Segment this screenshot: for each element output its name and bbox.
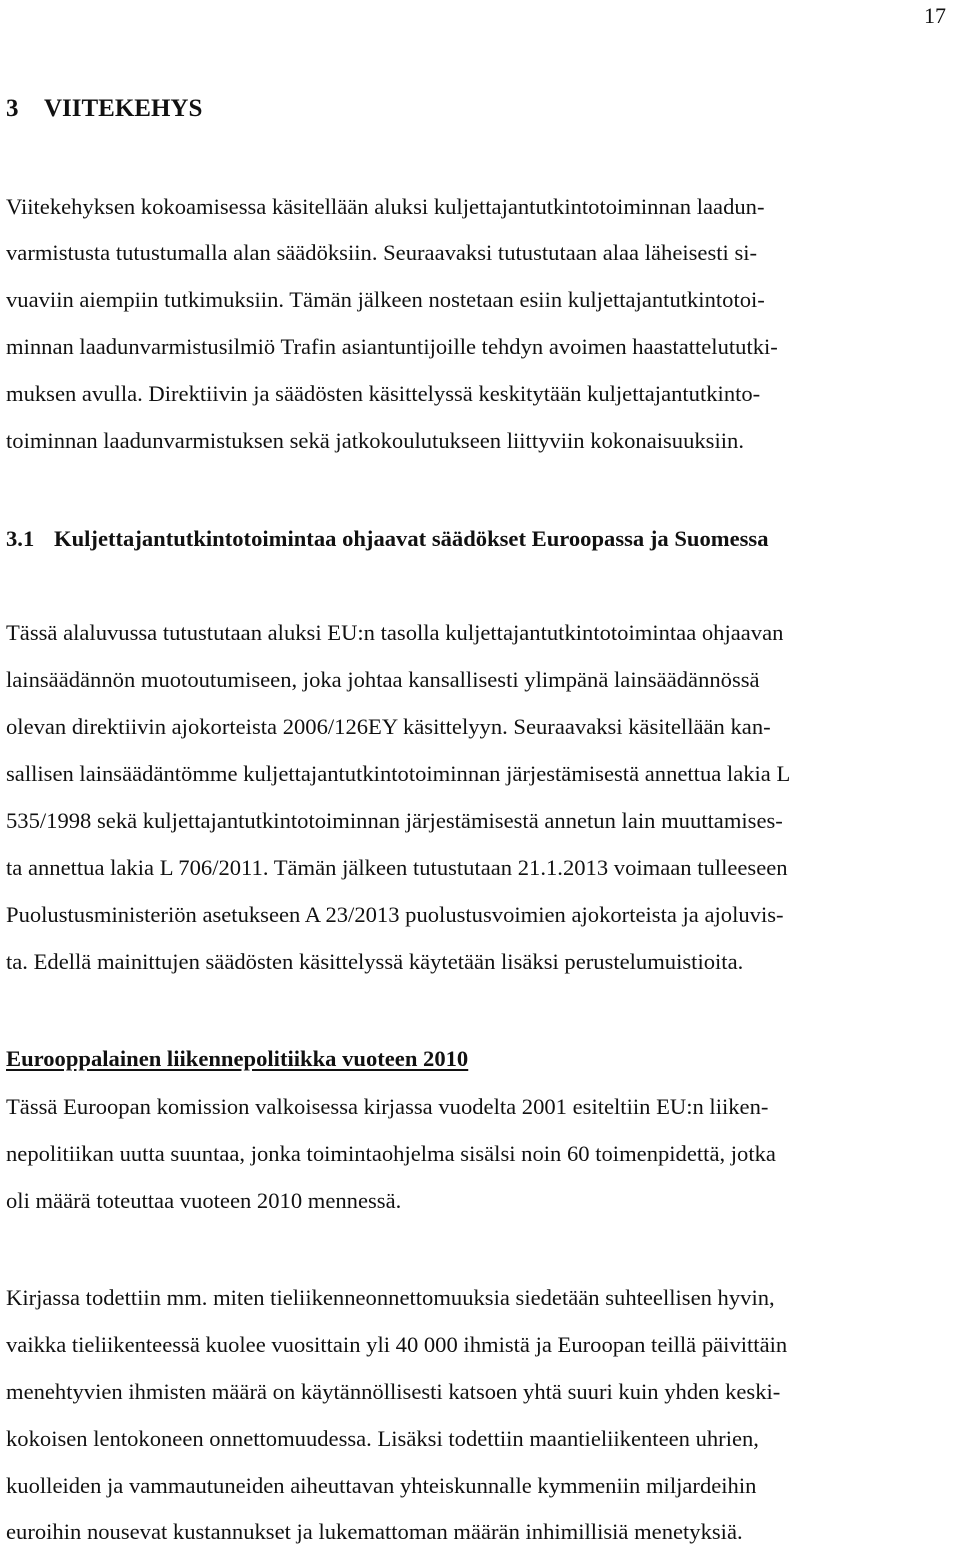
paragraph-line: lainsäädännön muotoutumiseen, joka johtaa kansallisesti ylimpänä lainsäädännössä (6, 667, 760, 692)
paragraph-line: sallisen lainsäädäntömme kuljettajantutkintotoiminnan järjestämisestä annettua lakia L (6, 761, 791, 786)
paragraph-line: kuolleiden ja vammautuneiden aiheuttavan yhteiskunnalle kymmeniin miljardeihin (6, 1473, 757, 1498)
subheading: Eurooppalainen liikennepolitiikka vuoteen 2010 (6, 1046, 469, 1071)
paragraph-line: ta. Edellä mainittujen säädösten käsittelyssä käytetään lisäksi perustelumuistioita. (6, 949, 744, 974)
paragraph-line: 535/1998 sekä kuljettajantutkintotoiminnan järjestämisestä annetun lain muuttamises- (6, 808, 783, 833)
paragraph-line: euroihin nousevat kustannukset ja lukemattoman määrän inhimillisiä menetyksiä. (6, 1519, 743, 1544)
paragraph-line: vuaviin aiempiin tutkimuksiin. Tämän jälkeen nostetaan esiin kuljettajantutkintotoi- (6, 287, 765, 312)
page-number: 17 (924, 3, 946, 28)
paragraph-line: Tässä Euroopan komission valkoisessa kirjassa vuodelta 2001 esiteltiin EU:n liiken- (6, 1094, 769, 1119)
paragraph-line: oli määrä toteuttaa vuoteen 2010 mennessä. (6, 1188, 402, 1213)
paragraph-line: Viitekehyksen kokoamisessa käsitellään aluksi kuljettajantutkintotoiminnan laadun- (6, 194, 765, 219)
paragraph-line: Kirjassa todettiin mm. miten tieliikenneonnettomuuksia siedetään suhteellisen hyvin, (6, 1285, 775, 1310)
paragraph-line: muksen avulla. Direktiivin ja säädösten käsittelyssä keskitytään kuljettajantutkinto- (6, 381, 761, 406)
section-title: Kuljettajantutkintotoimintaa ohjaavat säädökset Euroopassa ja Suomessa (54, 526, 769, 551)
chapter-number: 3 (6, 95, 19, 122)
paragraph-line: Tässä alaluvussa tutustutaan aluksi EU:n tasolla kuljettajantutkintotoimintaa ohjaavan (6, 620, 784, 645)
paragraph-line: olevan direktiivin ajokorteista 2006/126EY käsittelyyn. Seuraavaksi käsitellään kan- (6, 714, 771, 739)
chapter-heading (6, 94, 202, 124)
paragraph-line: kokoisen lentokoneen onnettomuudessa. Lisäksi todettiin maantieliikenteen uhrien, (6, 1426, 759, 1451)
chapter-title: VIITEKEHYS (44, 95, 203, 122)
section-number: 3.1 (6, 526, 35, 551)
paragraph-line: Puolustusministeriön asetukseen A 23/2013 puolustusvoimien ajokorteista ja ajoluvis- (6, 902, 784, 927)
paragraph-line: vaikka tieliikenteessä kuolee vuosittain yli 40 000 ihmistä ja Euroopan teillä päivittäin (6, 1332, 788, 1357)
paragraph-line: nepolitiikan uutta suuntaa, jonka toimintaohjelma sisälsi noin 60 toimenpidettä, jotka (6, 1141, 776, 1166)
paragraph-line: varmistusta tutustumalla alan säädöksiin. Seuraavaksi tutustutaan alaa läheisesti si- (6, 240, 758, 265)
paragraph-line: menehtyvien ihmisten määrä on käytännöllisesti katsoen yhtä suuri kuin yhden keski- (6, 1379, 781, 1404)
paragraph-line: toiminnan laadunvarmistuksen sekä jatkokoulutukseen liittyviin kokonaisuuksiin. (6, 428, 744, 453)
paragraph-line: ta annettua lakia L 706/2011. Tämän jälkeen tutustutaan 21.1.2013 voimaan tulleeseen (6, 855, 788, 880)
section-heading (6, 524, 769, 554)
paragraph-line: minnan laadunvarmistusilmiö Trafin asiantuntijoille tehdyn avoimen haastattelututki- (6, 334, 778, 359)
